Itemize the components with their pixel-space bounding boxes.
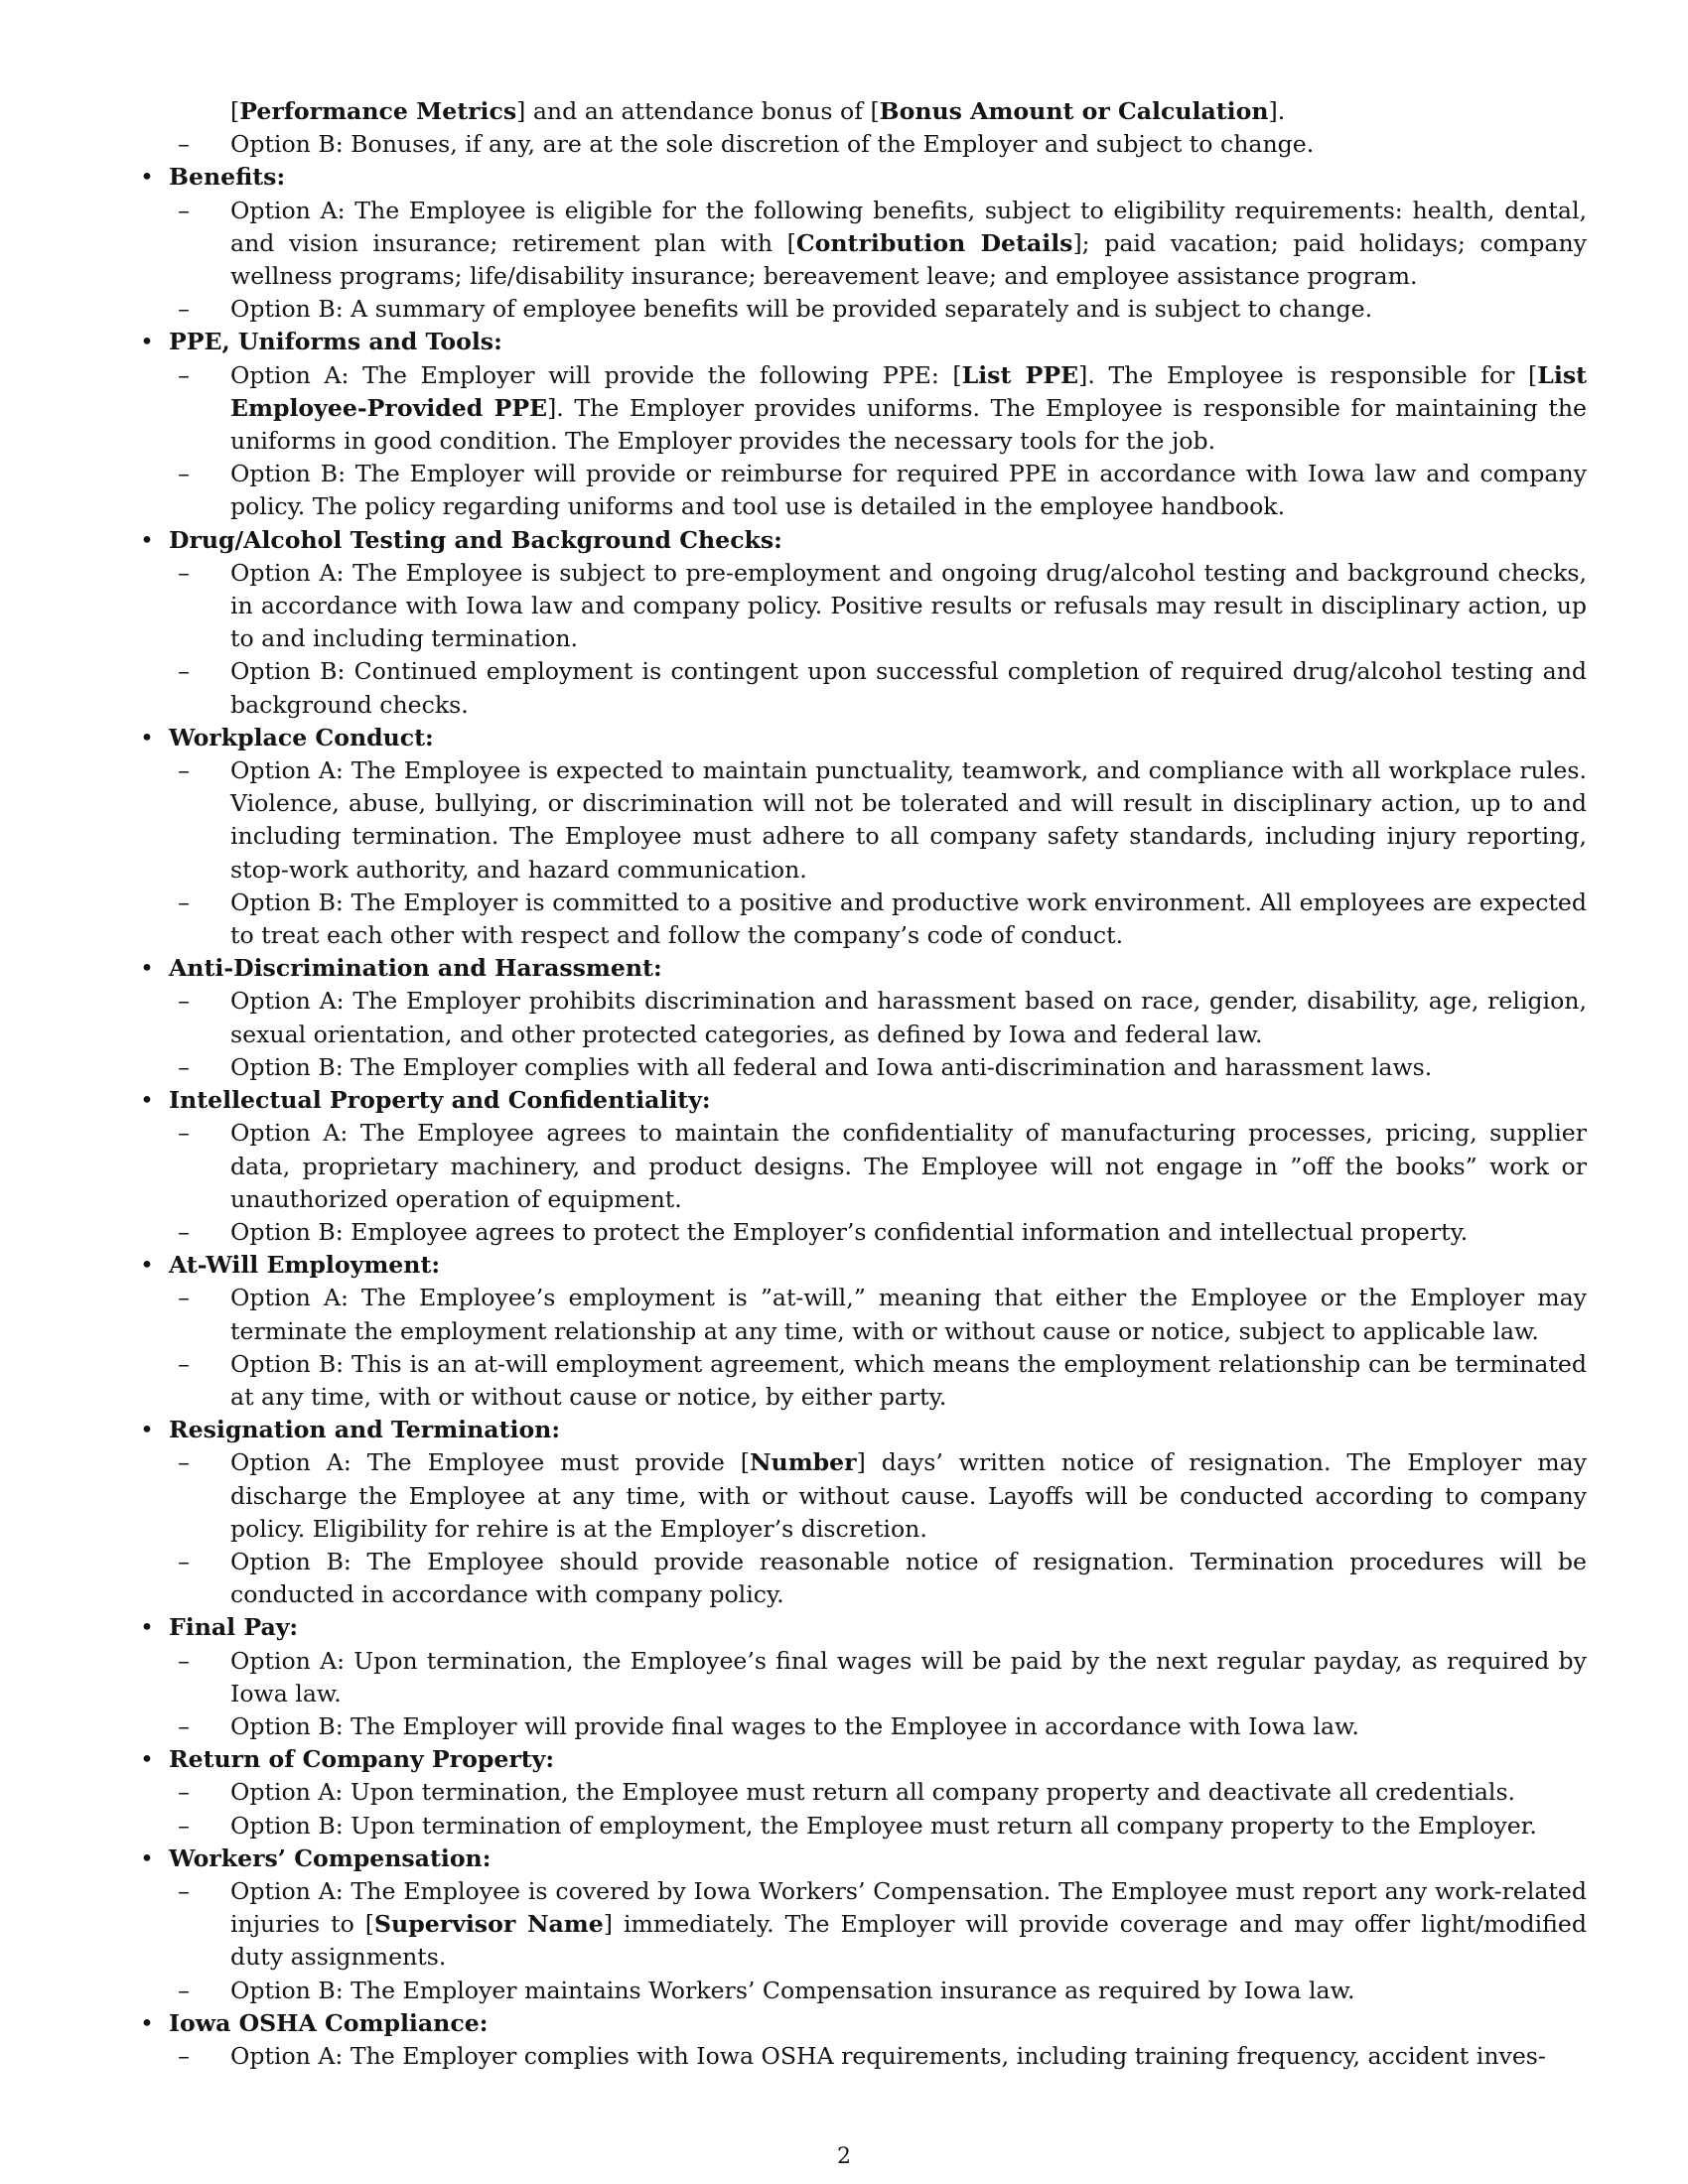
section-title: Resignation and Termination:: [169, 1416, 561, 1444]
dash-icon: –: [178, 1284, 190, 1312]
dash-icon: –: [178, 657, 190, 686]
page-content: [137, 95, 1587, 2073]
atwill-option-a: – Option A: The Employee’s employment is ”at-will,” meaning that either the Employee or the Employer may terminate the employment relationship at any time, with or without cause or notice, subject to applicable law.: [137, 1282, 1587, 1347]
benefits-option-b: – Option B: A summary of employee benefits will be provided separately and is subject to change.: [137, 293, 1587, 326]
dash-icon: –: [178, 1547, 190, 1575]
section-at-will: [137, 1249, 1587, 1282]
bullet-icon: •: [140, 2008, 154, 2037]
bullet-icon: •: [140, 1745, 154, 1774]
placeholder-number: Number: [749, 1448, 857, 1477]
section-osha: [137, 2007, 1587, 2040]
bullet-icon: •: [140, 1843, 154, 1872]
dash-icon: –: [178, 887, 190, 916]
dash-icon: –: [178, 1349, 190, 1378]
dash-icon: –: [178, 1811, 190, 1840]
property-option-b: – Option B: Upon termination of employment, the Employee must return all company property to the Employer.: [137, 1810, 1587, 1843]
dash-icon: –: [178, 1119, 190, 1148]
resignation-option-b: – Option B: The Employee should provide reasonable notice of resignation. Termination procedures will be conducted in accordance with company policy.: [137, 1546, 1587, 1611]
placeholder-bonus-amount: Bonus Amount or Calculation: [879, 97, 1269, 125]
workers-option-a: – Option A: The Employee is covered by Iowa Workers’ Compensation. The Employee must report any work-related injuries to [Supervisor Name] immediately. The Employer will provide coverage and may offer light/modified duty assignments.: [137, 1875, 1587, 1975]
atwill-option-b: – Option B: This is an at-will employment agreement, which means the employment relationship can be terminated at any time, with or without cause or notice, by either party.: [137, 1348, 1587, 1414]
section-workers-comp: [137, 1843, 1587, 1875]
section-title: PPE, Uniforms and Tools:: [169, 328, 502, 356]
section-title: Benefits:: [169, 163, 286, 192]
section-intellectual-property: [137, 1084, 1587, 1117]
dash-icon: –: [178, 1217, 190, 1246]
antidiscrimination-option-b: – Option B: The Employer complies with all federal and Iowa anti-discrimination and harassment laws.: [137, 1051, 1587, 1084]
ip-option-b: – Option B: Employee agrees to protect the Employer’s confidential information and intellectual property.: [137, 1216, 1587, 1249]
dash-icon: –: [178, 1876, 190, 1905]
bullet-icon: •: [140, 1086, 154, 1115]
section-title: Intellectual Property and Confidentiality:: [169, 1086, 711, 1115]
bullet-icon: •: [140, 723, 154, 751]
finalpay-option-a: – Option A: Upon termination, the Employee’s final wages will be paid by the next regular payday, as required by Iowa law.: [137, 1645, 1587, 1710]
dash-icon: –: [178, 360, 190, 389]
bullet-icon: •: [140, 328, 154, 356]
dash-icon: –: [178, 196, 190, 224]
section-title: Workers’ Compensation:: [169, 1843, 492, 1872]
section-title: At-Will Employment:: [169, 1251, 441, 1280]
section-title: Anti-Discrimination and Harassment:: [169, 954, 662, 983]
dash-icon: –: [178, 1976, 190, 2004]
conduct-option-b: – Option B: The Employer is committed to a positive and productive work environment. All employees are expected to treat each other with respect and follow the company’s code of conduct.: [137, 887, 1587, 952]
finalpay-option-b: – Option B: The Employer will provide final wages to the Employee in accordance with Iowa law.: [137, 1710, 1587, 1743]
section-title: Return of Company Property:: [169, 1745, 555, 1774]
section-drug-testing: [137, 524, 1587, 557]
placeholder-list-ppe: List PPE: [961, 360, 1079, 389]
section-resignation: [137, 1414, 1587, 1446]
drug-option-a: – Option A: The Employee is subject to pre-employment and ongoing drug/alcohol testing and background checks, in accordance with Iowa law and company policy. Positive results or refusals may result in disciplinary action, up to and including termination.: [137, 557, 1587, 656]
bonus-option-b: – Option B: Bonuses, if any, are at the sole discretion of the Employer and subject to change.: [137, 128, 1587, 161]
section-title: Iowa OSHA Compliance:: [169, 2008, 489, 2037]
property-option-a: – Option A: Upon termination, the Employee must return all company property and deactivate all credentials.: [137, 1776, 1587, 1809]
section-title: Final Pay:: [169, 1613, 299, 1642]
resignation-option-a: – Option A: The Employee must provide [Number] days’ written notice of resignation. The Employer may discharge the Employee at any time, with or without cause. Layoffs will be conducted according to company policy. Eligibility for rehire is at the Employer’s discretion.: [137, 1446, 1587, 1546]
drug-option-b: – Option B: Continued employment is contingent upon successful completion of required drug/alcohol testing and background checks.: [137, 655, 1587, 721]
bullet-icon: •: [140, 1416, 154, 1444]
dash-icon: –: [178, 1646, 190, 1675]
ppe-option-b: – Option B: The Employer will provide or reimburse for required PPE in accordance with Iowa law and company policy. The policy regarding uniforms and tool use is detailed in the employee handbook.: [137, 458, 1587, 523]
section-final-pay: [137, 1611, 1587, 1644]
benefits-option-a: – Option A: The Employee is eligible for the following benefits, subject to eligibility requirements: health, dental, and vision insurance; retirement plan with [Contribution Details]; paid vacation; paid holidays; company wellness programs; life/disability insurance; bereavement leave; and employee assistance program.: [137, 195, 1587, 294]
section-ppe: [137, 326, 1587, 358]
dash-icon: –: [178, 1711, 190, 1740]
page-number: 2: [837, 2144, 851, 2169]
section-title: Drug/Alcohol Testing and Background Checks:: [169, 525, 782, 554]
workers-option-b: – Option B: The Employer maintains Workers’ Compensation insurance as required by Iowa law.: [137, 1975, 1587, 2007]
bullet-icon: •: [140, 163, 154, 192]
dash-icon: –: [178, 1052, 190, 1081]
dash-icon: –: [178, 558, 190, 587]
placeholder-supervisor-name: Supervisor Name: [374, 1910, 604, 1939]
conduct-option-a: – Option A: The Employee is expected to maintain punctuality, teamwork, and compliance with all workplace rules. Violence, abuse, bullying, or discrimination will not be tolerated and will result in disciplinary action, up to and including termination. The Employee must adhere to all company safety standards, including injury reporting, stop-work authority, and hazard communication.: [137, 754, 1587, 887]
section-return-property: [137, 1743, 1587, 1776]
dash-icon: –: [178, 460, 190, 488]
osha-option-a: – Option A: The Employer complies with Iowa OSHA requirements, including training frequency, accident inves-: [137, 2040, 1587, 2073]
antidiscrimination-option-a: – Option A: The Employer prohibits discrimination and harassment based on race, gender, disability, age, religion, sexual orientation, and other protected categories, as defined by Iowa and federal law.: [137, 985, 1587, 1050]
bullet-icon: •: [140, 1613, 154, 1642]
bullet-icon: •: [140, 1251, 154, 1280]
ppe-option-a: – Option A: The Employer will provide the following PPE: [List PPE]. The Employee is responsible for [List Employee-Provided PPE]. The Employer provides uniforms. The Employee is responsible for maintaining the uniforms in good condition. The Employer provides the necessary tools for the job.: [137, 359, 1587, 459]
section-anti-discrimination: [137, 952, 1587, 985]
bullet-icon: •: [140, 954, 154, 983]
dash-icon: –: [178, 1778, 190, 1807]
section-title: Workplace Conduct:: [169, 723, 434, 751]
section-benefits: [137, 161, 1587, 194]
dash-icon: –: [178, 2041, 190, 2070]
ip-option-a: – Option A: The Employee agrees to maintain the confidentiality of manufacturing processes, pricing, supplier data, proprietary machinery, and product designs. The Employee will not engage in ”off the books” work or unauthorized operation of equipment.: [137, 1117, 1587, 1216]
dash-icon: –: [178, 295, 190, 324]
placeholder-performance-metrics: Performance Metrics: [239, 97, 517, 125]
section-workplace-conduct: [137, 722, 1587, 754]
dash-icon: –: [178, 1448, 190, 1477]
dash-icon: –: [178, 130, 190, 159]
placeholder-employee-ppe: List Employee-Provided PPE: [230, 360, 1587, 422]
dash-icon: –: [178, 756, 190, 785]
continued-paragraph: [Performance Metrics] and an attendance bonus of [Bonus Amount or Calculation].: [230, 97, 1286, 125]
bullet-icon: •: [140, 525, 154, 554]
dash-icon: –: [178, 987, 190, 1016]
placeholder-contribution-details: Contribution Details: [795, 228, 1073, 257]
